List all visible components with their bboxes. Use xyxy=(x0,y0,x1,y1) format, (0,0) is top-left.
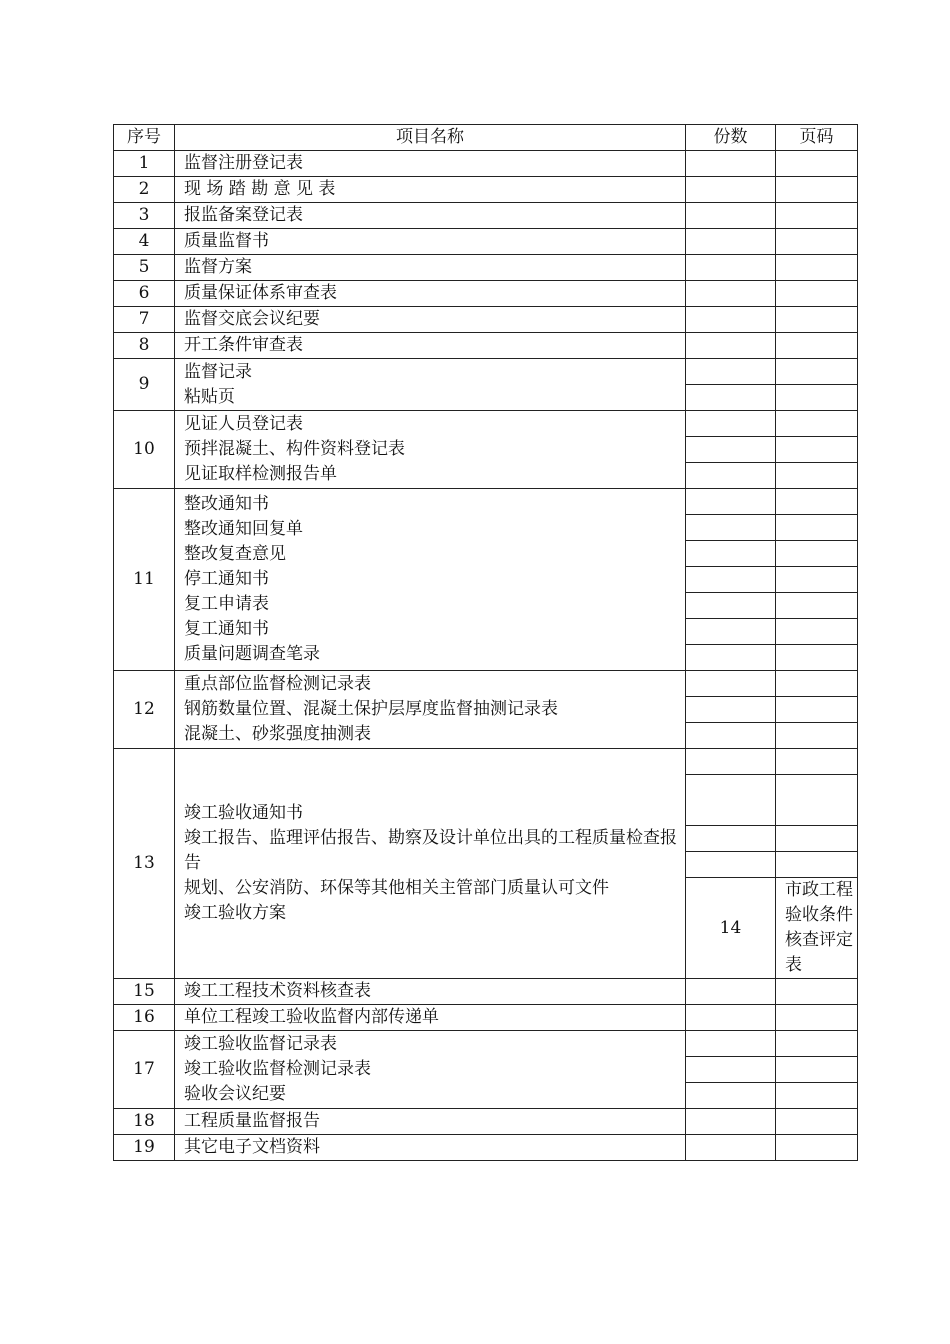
row-item-name: 其它电子文档资料 xyxy=(175,1135,686,1161)
row-copies-cell xyxy=(686,723,776,749)
row-item-name: 市政工程验收条件核查评定表 xyxy=(776,878,858,979)
row-page-cell xyxy=(776,1083,858,1109)
row-item-name: 验收会议纪要 xyxy=(184,1084,286,1104)
row-item-name: 重点部位监督检测记录表 xyxy=(184,674,371,694)
row-copies-cell xyxy=(686,489,776,515)
row-page-cell xyxy=(776,333,858,359)
row-copies-cell xyxy=(686,541,776,567)
row-item-name: 报监备案登记表 xyxy=(175,203,686,229)
row-item-name: 质量问题调查笔录 xyxy=(184,644,320,664)
row-page-cell xyxy=(776,307,858,333)
row-page-cell xyxy=(776,697,858,723)
row-item-name: 竣工验收监督检测记录表 xyxy=(184,1059,371,1079)
row-page-cell xyxy=(776,359,858,385)
row-page-cell xyxy=(776,723,858,749)
table-row xyxy=(114,1031,858,1057)
row-item-name: 开工条件审查表 xyxy=(175,333,686,359)
row-copies-cell xyxy=(686,177,776,203)
row-item-group xyxy=(175,489,686,671)
table-row xyxy=(114,1005,858,1031)
row-copies-cell xyxy=(686,437,776,463)
row-item-name: 整改复查意见 xyxy=(184,544,286,564)
row-item-name: 钢筋数量位置、混凝土保护层厚度监督抽测记录表 xyxy=(184,699,558,719)
table-row xyxy=(114,1135,858,1161)
table-row xyxy=(114,203,858,229)
table-row xyxy=(114,281,858,307)
row-item-name: 复工申请表 xyxy=(184,594,269,614)
table-row xyxy=(114,359,858,385)
row-copies-cell xyxy=(686,775,776,826)
header-item-name: 项目名称 xyxy=(175,125,686,151)
row-copies-cell xyxy=(686,1057,776,1083)
row-serial-number: 18 xyxy=(114,1109,175,1135)
row-item-group xyxy=(175,671,686,749)
table-row xyxy=(114,229,858,255)
table-row xyxy=(114,177,858,203)
row-copies-cell xyxy=(686,826,776,852)
row-copies-cell xyxy=(686,1109,776,1135)
row-page-cell xyxy=(776,515,858,541)
row-serial-number: 12 xyxy=(114,671,175,749)
row-page-cell xyxy=(776,255,858,281)
row-serial-number: 9 xyxy=(114,359,175,411)
row-item-group xyxy=(175,749,686,979)
row-serial-number: 14 xyxy=(686,878,776,979)
row-serial-number: 15 xyxy=(114,979,175,1005)
row-copies-cell xyxy=(686,203,776,229)
row-item-name: 工程质量监督报告 xyxy=(175,1109,686,1135)
row-item-name: 停工通知书 xyxy=(184,569,269,589)
table-row xyxy=(114,411,858,437)
row-item-name: 整改通知书 xyxy=(184,494,269,514)
row-page-cell xyxy=(776,385,858,411)
row-serial-number: 6 xyxy=(114,281,175,307)
row-item-name: 复工通知书 xyxy=(184,619,269,639)
row-item-name: 监督注册登记表 xyxy=(175,151,686,177)
row-copies-cell xyxy=(686,255,776,281)
row-copies-cell xyxy=(686,645,776,671)
row-copies-cell xyxy=(686,385,776,411)
row-item-name: 整改通知回复单 xyxy=(184,519,303,539)
row-page-cell xyxy=(776,281,858,307)
row-item-name: 规划、公安消防、环保等其他相关主管部门质量认可文件 xyxy=(184,878,609,898)
row-item-name: 现 场 踏 勘 意 见 表 xyxy=(175,177,686,203)
row-item-group xyxy=(175,411,686,489)
row-serial-number: 4 xyxy=(114,229,175,255)
row-item-name: 单位工程竣工验收监督内部传递单 xyxy=(175,1005,686,1031)
table-body xyxy=(114,151,858,1161)
row-page-cell xyxy=(776,671,858,697)
table-row xyxy=(114,671,858,697)
row-page-cell xyxy=(776,1109,858,1135)
row-item-name: 竣工报告、监理评估报告、勘察及设计单位出具的工程质量检查报告 xyxy=(184,828,677,873)
row-serial-number: 3 xyxy=(114,203,175,229)
row-item-group xyxy=(175,359,686,411)
row-item-name: 竣工验收监督记录表 xyxy=(184,1034,337,1054)
row-page-cell xyxy=(776,567,858,593)
row-page-cell xyxy=(776,229,858,255)
row-copies-cell xyxy=(686,619,776,645)
row-item-name: 竣工工程技术资料核查表 xyxy=(175,979,686,1005)
row-page-cell xyxy=(776,1135,858,1161)
row-serial-number: 8 xyxy=(114,333,175,359)
row-page-cell xyxy=(776,619,858,645)
row-copies-cell xyxy=(686,979,776,1005)
row-page-cell xyxy=(776,151,858,177)
table-row xyxy=(114,255,858,281)
row-copies-cell xyxy=(686,515,776,541)
row-page-cell xyxy=(776,775,858,826)
row-serial-number: 10 xyxy=(114,411,175,489)
row-page-cell xyxy=(776,979,858,1005)
table-row xyxy=(114,749,858,775)
row-item-name: 竣工验收通知书 xyxy=(184,803,303,823)
row-page-cell xyxy=(776,203,858,229)
row-item-group xyxy=(175,1031,686,1109)
row-page-cell xyxy=(776,1057,858,1083)
row-item-name: 质量监督书 xyxy=(175,229,686,255)
row-item-name: 竣工验收方案 xyxy=(184,903,286,923)
row-page-cell xyxy=(776,411,858,437)
row-copies-cell xyxy=(686,333,776,359)
row-page-cell xyxy=(776,852,858,878)
row-copies-cell xyxy=(686,1005,776,1031)
row-page-cell xyxy=(776,463,858,489)
table-row xyxy=(114,1109,858,1135)
row-copies-cell xyxy=(686,463,776,489)
row-serial-number: 5 xyxy=(114,255,175,281)
row-page-cell xyxy=(776,749,858,775)
row-page-cell xyxy=(776,489,858,515)
row-serial-number: 11 xyxy=(114,489,175,671)
row-page-cell xyxy=(776,437,858,463)
row-serial-number: 2 xyxy=(114,177,175,203)
row-item-name: 质量保证体系审查表 xyxy=(175,281,686,307)
row-page-cell xyxy=(776,177,858,203)
row-item-name: 监督记录 xyxy=(184,361,252,382)
row-item-name: 见证取样检测报告单 xyxy=(184,464,337,484)
row-page-cell xyxy=(776,541,858,567)
row-serial-number: 13 xyxy=(114,749,175,979)
row-copies-cell xyxy=(686,229,776,255)
row-item-name: 监督方案 xyxy=(175,255,686,281)
row-serial-number: 19 xyxy=(114,1135,175,1161)
row-copies-cell xyxy=(686,1031,776,1057)
table-row xyxy=(114,979,858,1005)
row-page-cell xyxy=(776,1005,858,1031)
row-copies-cell xyxy=(686,307,776,333)
table-row xyxy=(114,489,858,515)
header-copies: 份数 xyxy=(686,125,776,151)
row-copies-cell xyxy=(686,1083,776,1109)
row-copies-cell xyxy=(686,567,776,593)
row-serial-number: 16 xyxy=(114,1005,175,1031)
table-header-row xyxy=(114,125,858,151)
header-serial-number: 序号 xyxy=(114,125,175,151)
row-copies-cell xyxy=(686,671,776,697)
row-copies-cell xyxy=(686,151,776,177)
row-copies-cell xyxy=(686,593,776,619)
row-serial-number: 1 xyxy=(114,151,175,177)
row-copies-cell xyxy=(686,411,776,437)
row-copies-cell xyxy=(686,697,776,723)
row-page-cell xyxy=(776,1031,858,1057)
row-item-name: 粘贴页 xyxy=(184,386,235,407)
row-item-name: 混凝土、砂浆强度抽测表 xyxy=(184,724,371,744)
document-index-table xyxy=(113,124,858,1161)
row-copies-cell xyxy=(686,1135,776,1161)
table-row xyxy=(114,307,858,333)
row-item-name: 见证人员登记表 xyxy=(184,414,303,434)
row-copies-cell xyxy=(686,359,776,385)
row-item-name: 监督交底会议纪要 xyxy=(175,307,686,333)
row-page-cell xyxy=(776,826,858,852)
row-item-name: 预拌混凝土、构件资料登记表 xyxy=(184,439,405,459)
row-page-cell xyxy=(776,593,858,619)
table-row xyxy=(114,151,858,177)
row-copies-cell xyxy=(686,749,776,775)
header-page-number: 页码 xyxy=(776,125,858,151)
table-row xyxy=(114,333,858,359)
row-serial-number: 7 xyxy=(114,307,175,333)
row-page-cell xyxy=(776,645,858,671)
row-serial-number: 17 xyxy=(114,1031,175,1109)
row-copies-cell xyxy=(686,281,776,307)
row-copies-cell xyxy=(686,852,776,878)
